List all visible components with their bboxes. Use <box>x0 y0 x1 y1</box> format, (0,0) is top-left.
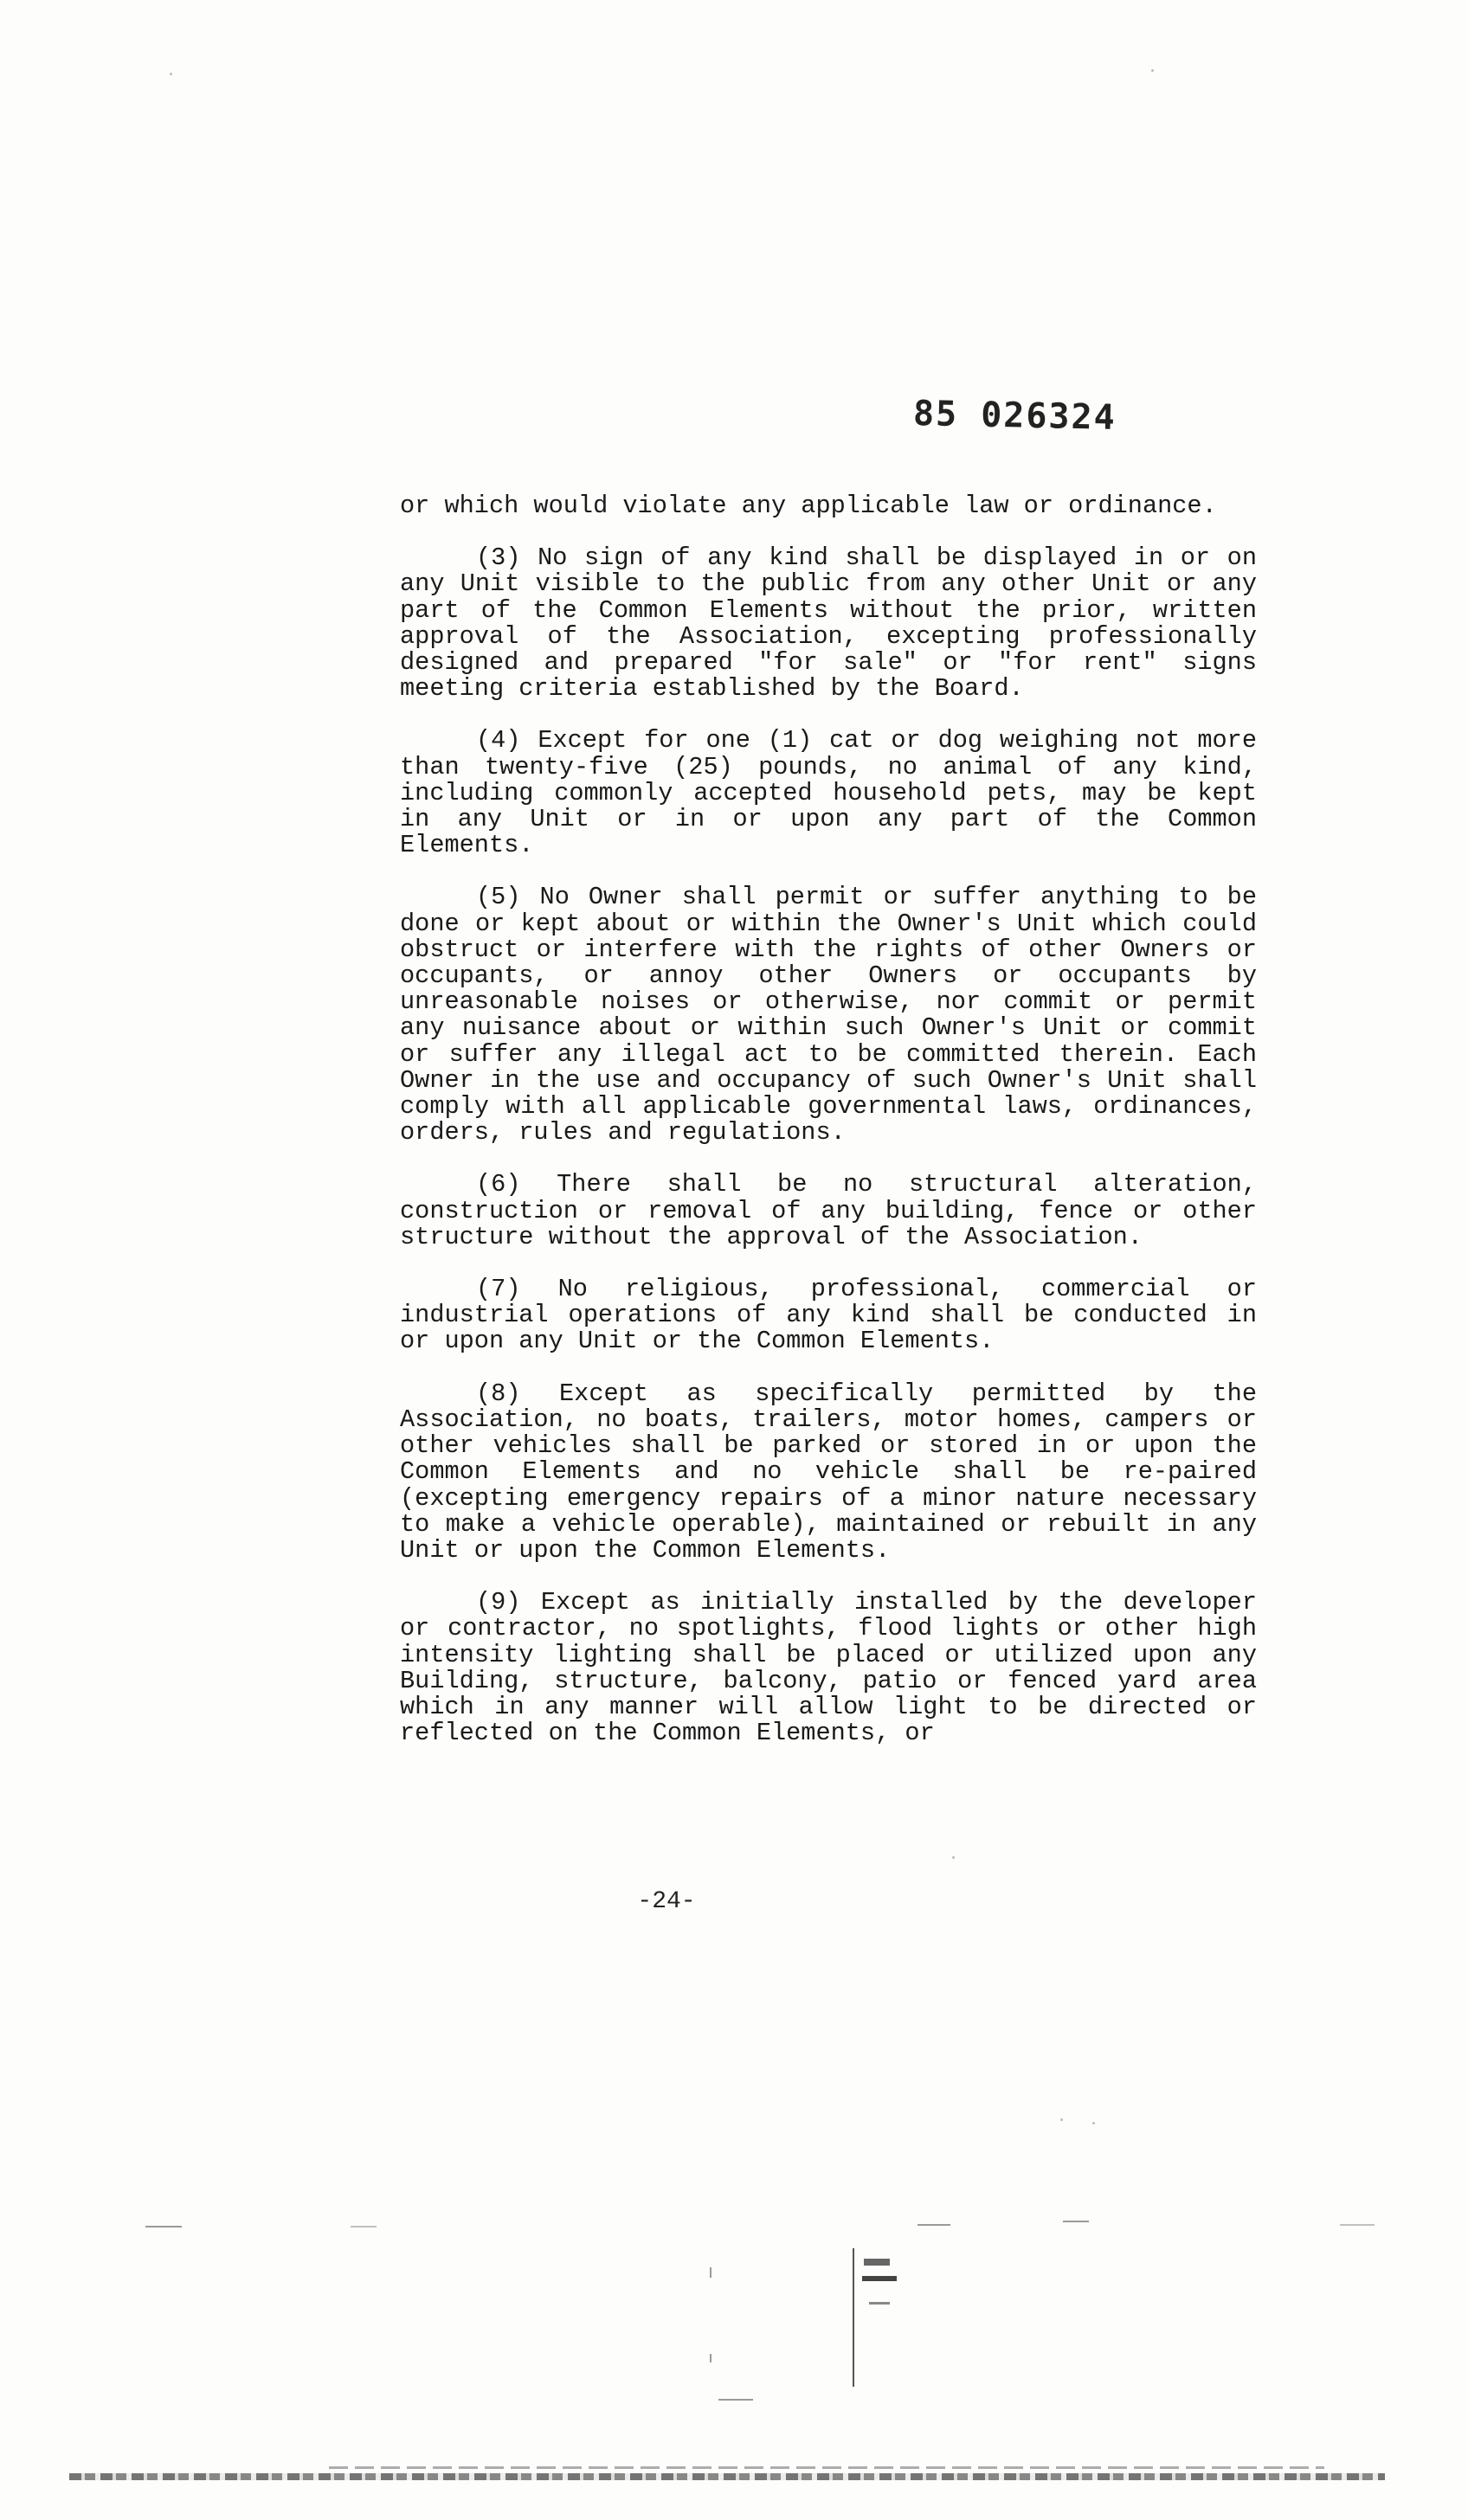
scan-mark <box>710 2354 711 2362</box>
scan-speck <box>1151 69 1154 72</box>
paragraph-4-animals: (4) Except for one (1) cat or dog weighing not more than twenty-five (25) pounds, no animal of any kind, including commonly accepted household pets, may be kept in any Unit or in or upon any part of the Common Elements. <box>400 726 1257 860</box>
paragraph-6-alterations: (6) There shall be no structural alteration, construction or removal of any building, fence or other structure without the approval of the Association. <box>400 1170 1257 1251</box>
scan-speck <box>170 73 172 75</box>
paragraph-7-operations: (7) No religious, professional, commercial or industrial operations of any kind shall be conducted in or upon any Unit or the Common Elements. <box>400 1275 1257 1356</box>
stamp-vertical-rule <box>853 2248 854 2387</box>
scan-mark <box>351 2226 377 2228</box>
paragraph-5-nuisance: (5) No Owner shall permit or suffer anything to be done or kept about or within the Owner's Unit which could obstruct or interfere with the rights of other Owners or occupants, or annoy other Owners or occupants by unreasonable noises or otherwise, nor commit or permit any nuisance about or within such Owner's Unit or commit or suffer any illegal act to be committed therein. Each Owner in the use and occupancy of such Owner's Unit shall comply with all applicable governmental laws, ordinances, orders, rules and regulations. <box>400 883 1257 1148</box>
scan-speck <box>1060 2118 1063 2121</box>
paragraph-continuation: or which would violate any applicable law or ordinance. <box>400 492 1217 520</box>
scan-mark <box>918 2224 950 2226</box>
document-body <box>400 493 1257 1772</box>
scan-mark <box>1063 2221 1089 2222</box>
stamp-smudge <box>864 2259 890 2266</box>
scan-edge-band <box>69 2473 1385 2480</box>
scan-mark <box>145 2226 182 2228</box>
paragraph-8-vehicles: (8) Except as specifically permitted by the Association, no boats, trailers, motor homes, campers or other vehicles shall be parked or stored in or upon the Common Elements and no vehicle shall be re-paired (excepting emergency repairs of a minor nature necessary to make a vehicle operable), maintained or rebuilt in any Unit or upon the Common Elements. <box>400 1379 1257 1565</box>
scan-speck <box>952 1856 955 1859</box>
scan-speck <box>1092 2122 1095 2125</box>
scan-mark <box>718 2399 753 2401</box>
paragraph-3-signs: (3) No sign of any kind shall be displayed in or on any Unit visible to the public from any other Unit or any part of the Common Elements without the prior, written approval of the Association, excepting professionally designed and prepared "for sale" or "for rent" signs meeting criteria established by the Board. <box>400 543 1257 704</box>
stamp-smudge <box>869 2302 890 2305</box>
scan-edge-dashes <box>329 2466 1324 2469</box>
scan-mark <box>1340 2224 1375 2226</box>
stamp-smudge <box>862 2276 897 2281</box>
recording-number: 85 026324 <box>912 394 1117 438</box>
scan-mark <box>710 2267 711 2278</box>
page-number: -24- <box>637 1888 696 1915</box>
paragraph-9-lighting: (9) Except as initially installed by the developer or contractor, no spotlights, flood lights or other high intensity lighting shall be placed or utilized upon any Building, structure, balcony, patio or fenced yard area which in any manner will allow light to be directed or reflected on the Common Elements, or <box>400 1588 1257 1748</box>
